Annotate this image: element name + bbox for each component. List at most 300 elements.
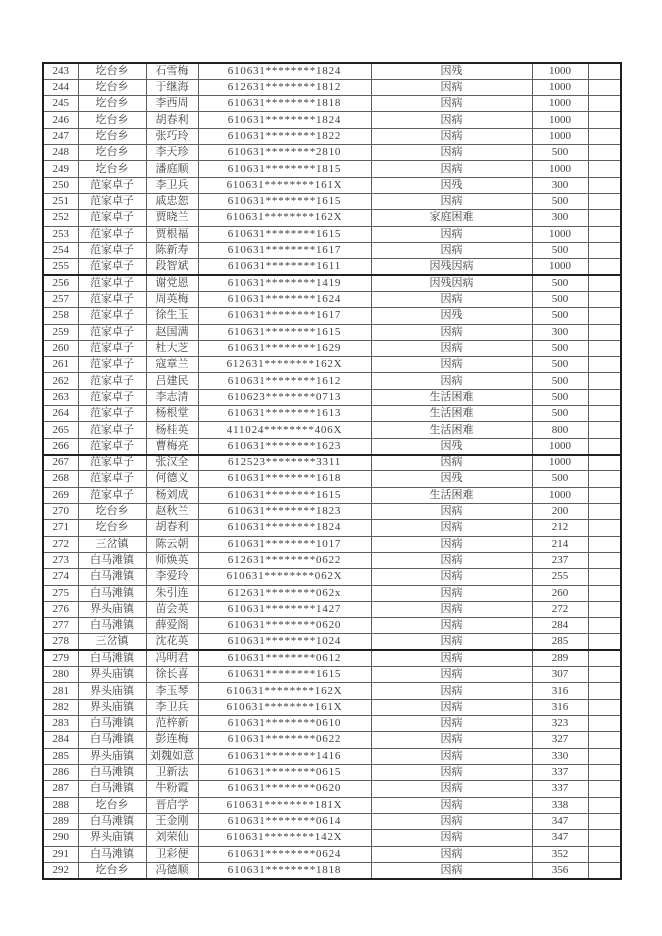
cell-id-number: 610631********1612 (198, 373, 371, 389)
cell-id-number: 610631********1824 (198, 63, 371, 79)
cell-reason: 因残 (371, 308, 532, 324)
cell-township: 白马滩镇 (78, 732, 146, 748)
cell-id-number: 610631********062X (198, 569, 371, 585)
cell-amount: 500 (532, 373, 588, 389)
cell-amount: 500 (532, 471, 588, 487)
cell-person-name: 刘魏如意 (146, 748, 198, 764)
cell-row-number: 285 (43, 748, 78, 764)
cell-person-name: 徐长喜 (146, 667, 198, 683)
cell-id-number: 610631********1615 (198, 324, 371, 340)
cell-row-number: 281 (43, 683, 78, 699)
cell-amount: 323 (532, 716, 588, 732)
cell-reason: 因病 (371, 242, 532, 258)
cell-reason: 因病 (371, 96, 532, 112)
cell-row-number: 277 (43, 618, 78, 634)
cell-township: 范家卓子 (78, 177, 146, 193)
cell-row-number: 256 (43, 275, 78, 291)
cell-id-number: 610631********161X (198, 177, 371, 193)
table-row (43, 324, 621, 340)
cell-reason: 生活困难 (371, 487, 532, 503)
table-row (43, 650, 621, 666)
cell-id-number: 610631********1629 (198, 340, 371, 356)
cell-person-name: 何德义 (146, 471, 198, 487)
cell-person-name: 李爱玲 (146, 569, 198, 585)
cell-township: 三岔镇 (78, 634, 146, 650)
cell-reason: 因病 (371, 569, 532, 585)
cell-amount: 307 (532, 667, 588, 683)
cell-amount: 338 (532, 797, 588, 813)
cell-blank (588, 813, 621, 829)
cell-id-number: 610631********0614 (198, 813, 371, 829)
cell-amount: 500 (532, 340, 588, 356)
cell-blank (588, 438, 621, 454)
cell-township: 圪台乡 (78, 128, 146, 144)
cell-amount: 800 (532, 422, 588, 438)
table-row (43, 291, 621, 307)
cell-row-number: 271 (43, 520, 78, 536)
cell-blank (588, 275, 621, 291)
cell-person-name: 牛粉霞 (146, 781, 198, 797)
cell-township: 范家卓子 (78, 194, 146, 210)
cell-row-number: 258 (43, 308, 78, 324)
cell-reason: 家庭困难 (371, 210, 532, 226)
cell-blank (588, 650, 621, 666)
cell-blank (588, 373, 621, 389)
cell-row-number: 261 (43, 357, 78, 373)
table-row (43, 487, 621, 503)
cell-township: 范家卓子 (78, 340, 146, 356)
cell-township: 范家卓子 (78, 406, 146, 422)
cell-row-number: 247 (43, 128, 78, 144)
cell-reason: 因病 (371, 455, 532, 471)
cell-row-number: 283 (43, 716, 78, 732)
cell-person-name: 潘庭顺 (146, 161, 198, 177)
cell-blank (588, 634, 621, 650)
cell-person-name: 冯明君 (146, 650, 198, 666)
cell-reason: 因病 (371, 748, 532, 764)
cell-row-number: 289 (43, 813, 78, 829)
cell-reason: 因病 (371, 373, 532, 389)
cell-amount: 212 (532, 520, 588, 536)
cell-person-name: 寇章兰 (146, 357, 198, 373)
cell-amount: 352 (532, 846, 588, 862)
cell-row-number: 255 (43, 259, 78, 275)
cell-person-name: 于继海 (146, 79, 198, 95)
cell-id-number: 610631********1615 (198, 194, 371, 210)
cell-township: 白马滩镇 (78, 552, 146, 568)
cell-person-name: 陈新寿 (146, 242, 198, 258)
cell-amount: 237 (532, 552, 588, 568)
table-row (43, 389, 621, 405)
cell-row-number: 286 (43, 764, 78, 780)
cell-row-number: 290 (43, 830, 78, 846)
cell-reason: 因病 (371, 830, 532, 846)
cell-id-number: 610631********1017 (198, 536, 371, 552)
cell-township: 范家卓子 (78, 422, 146, 438)
cell-blank (588, 161, 621, 177)
cell-id-number: 612631********062x (198, 585, 371, 601)
cell-person-name: 石雪梅 (146, 63, 198, 79)
cell-reason: 因残 (371, 63, 532, 79)
table-row (43, 438, 621, 454)
cell-person-name: 朱引连 (146, 585, 198, 601)
cell-blank (588, 128, 621, 144)
cell-reason: 因病 (371, 846, 532, 862)
cell-person-name: 曹梅亮 (146, 438, 198, 454)
cell-id-number: 610631********1615 (198, 226, 371, 242)
cell-amount: 1000 (532, 438, 588, 454)
cell-township: 白马滩镇 (78, 781, 146, 797)
table-row (43, 112, 621, 128)
cell-row-number: 253 (43, 226, 78, 242)
cell-blank (588, 291, 621, 307)
cell-amount: 316 (532, 683, 588, 699)
table-row (43, 716, 621, 732)
cell-person-name: 范梓新 (146, 716, 198, 732)
cell-row-number: 278 (43, 634, 78, 650)
cell-person-name: 王金刚 (146, 813, 198, 829)
cell-township: 圪台乡 (78, 797, 146, 813)
table-row (43, 813, 621, 829)
table-row (43, 683, 621, 699)
cell-township: 圪台乡 (78, 145, 146, 161)
cell-person-name: 李玉琴 (146, 683, 198, 699)
cell-id-number: 610631********1615 (198, 667, 371, 683)
cell-person-name: 胡春利 (146, 520, 198, 536)
cell-id-number: 612523********3311 (198, 455, 371, 471)
cell-person-name: 戚忠恕 (146, 194, 198, 210)
cell-amount: 1000 (532, 79, 588, 95)
cell-row-number: 252 (43, 210, 78, 226)
cell-reason: 因病 (371, 324, 532, 340)
table-row (43, 455, 621, 471)
cell-blank (588, 520, 621, 536)
cell-id-number: 610631********1427 (198, 601, 371, 617)
cell-township: 范家卓子 (78, 291, 146, 307)
cell-blank (588, 699, 621, 715)
cell-township: 白马滩镇 (78, 764, 146, 780)
cell-reason: 因病 (371, 862, 532, 878)
cell-reason: 因病 (371, 634, 532, 650)
cell-reason: 因病 (371, 585, 532, 601)
cell-township: 圪台乡 (78, 520, 146, 536)
cell-blank (588, 748, 621, 764)
cell-id-number: 610631********0615 (198, 764, 371, 780)
cell-person-name: 李卫兵 (146, 699, 198, 715)
cell-amount: 284 (532, 618, 588, 634)
table-row (43, 63, 621, 79)
cell-reason: 因病 (371, 340, 532, 356)
table-row (43, 177, 621, 193)
cell-township: 范家卓子 (78, 455, 146, 471)
cell-id-number: 610631********162X (198, 683, 371, 699)
cell-row-number: 244 (43, 79, 78, 95)
table-row (43, 634, 621, 650)
table-row (43, 406, 621, 422)
table-row (43, 503, 621, 519)
cell-row-number: 246 (43, 112, 78, 128)
cell-amount: 300 (532, 210, 588, 226)
cell-amount: 500 (532, 308, 588, 324)
cell-row-number: 260 (43, 340, 78, 356)
cell-id-number: 610631********0612 (198, 650, 371, 666)
cell-township: 圪台乡 (78, 79, 146, 95)
cell-blank (588, 830, 621, 846)
cell-blank (588, 389, 621, 405)
cell-id-number: 610631********1818 (198, 96, 371, 112)
cell-id-number: 610631********1624 (198, 291, 371, 307)
cell-amount: 356 (532, 862, 588, 878)
table-row (43, 226, 621, 242)
cell-blank (588, 862, 621, 878)
cell-amount: 1000 (532, 487, 588, 503)
cell-id-number: 610631********1615 (198, 487, 371, 503)
cell-id-number: 610631********0620 (198, 781, 371, 797)
cell-amount: 1000 (532, 112, 588, 128)
cell-row-number: 250 (43, 177, 78, 193)
cell-person-name: 贾根福 (146, 226, 198, 242)
cell-reason: 因病 (371, 650, 532, 666)
cell-township: 范家卓子 (78, 275, 146, 291)
cell-person-name: 冯德顺 (146, 862, 198, 878)
cell-person-name: 张巧玲 (146, 128, 198, 144)
cell-blank (588, 569, 621, 585)
cell-amount: 1000 (532, 63, 588, 79)
cell-township: 白马滩镇 (78, 585, 146, 601)
cell-id-number: 610631********1823 (198, 503, 371, 519)
cell-reason: 因残 (371, 177, 532, 193)
cell-township: 三岔镇 (78, 536, 146, 552)
cell-township: 白马滩镇 (78, 618, 146, 634)
cell-blank (588, 210, 621, 226)
cell-blank (588, 667, 621, 683)
cell-person-name: 贾晓兰 (146, 210, 198, 226)
cell-id-number: 610623********0713 (198, 389, 371, 405)
cell-amount: 272 (532, 601, 588, 617)
cell-id-number: 610631********142X (198, 830, 371, 846)
cell-reason: 因病 (371, 797, 532, 813)
cell-reason: 因病 (371, 503, 532, 519)
table-row (43, 145, 621, 161)
cell-id-number: 411024********406X (198, 422, 371, 438)
cell-row-number: 288 (43, 797, 78, 813)
cell-township: 界头庙镇 (78, 699, 146, 715)
cell-amount: 200 (532, 503, 588, 519)
cell-id-number: 610631********1416 (198, 748, 371, 764)
table-row (43, 569, 621, 585)
cell-person-name: 张汉全 (146, 455, 198, 471)
cell-person-name: 段智斌 (146, 259, 198, 275)
table-row (43, 79, 621, 95)
cell-row-number: 267 (43, 455, 78, 471)
cell-blank (588, 177, 621, 193)
cell-reason: 因病 (371, 226, 532, 242)
cell-township: 界头庙镇 (78, 601, 146, 617)
cell-township: 圪台乡 (78, 161, 146, 177)
cell-blank (588, 536, 621, 552)
cell-id-number: 612631********0622 (198, 552, 371, 568)
cell-person-name: 卫新法 (146, 764, 198, 780)
cell-amount: 337 (532, 781, 588, 797)
cell-township: 白马滩镇 (78, 650, 146, 666)
cell-row-number: 282 (43, 699, 78, 715)
cell-amount: 337 (532, 764, 588, 780)
cell-township: 范家卓子 (78, 471, 146, 487)
table-row (43, 422, 621, 438)
cell-row-number: 275 (43, 585, 78, 601)
cell-row-number: 284 (43, 732, 78, 748)
table-row (43, 781, 621, 797)
cell-person-name: 李天珍 (146, 145, 198, 161)
cell-township: 界头庙镇 (78, 748, 146, 764)
cell-person-name: 刘荣仙 (146, 830, 198, 846)
table-row (43, 862, 621, 878)
cell-blank (588, 552, 621, 568)
cell-amount: 300 (532, 177, 588, 193)
cell-id-number: 610631********162X (198, 210, 371, 226)
cell-row-number: 251 (43, 194, 78, 210)
table-row (43, 830, 621, 846)
cell-blank (588, 145, 621, 161)
cell-amount: 1000 (532, 96, 588, 112)
cell-amount: 327 (532, 732, 588, 748)
cell-id-number: 610631********1024 (198, 634, 371, 650)
cell-row-number: 265 (43, 422, 78, 438)
cell-amount: 255 (532, 569, 588, 585)
cell-id-number: 610631********1419 (198, 275, 371, 291)
cell-township: 范家卓子 (78, 438, 146, 454)
cell-row-number: 269 (43, 487, 78, 503)
cell-blank (588, 471, 621, 487)
cell-reason: 因残因病 (371, 275, 532, 291)
cell-id-number: 610631********1818 (198, 862, 371, 878)
cell-id-number: 610631********2810 (198, 145, 371, 161)
table-row (43, 340, 621, 356)
cell-amount: 500 (532, 291, 588, 307)
cell-blank (588, 96, 621, 112)
cell-township: 圪台乡 (78, 503, 146, 519)
cell-blank (588, 422, 621, 438)
cell-reason: 因病 (371, 618, 532, 634)
cell-reason: 因残 (371, 438, 532, 454)
cell-reason: 因病 (371, 813, 532, 829)
cell-id-number: 610631********1613 (198, 406, 371, 422)
cell-reason: 因病 (371, 667, 532, 683)
table-row (43, 357, 621, 373)
cell-amount: 316 (532, 699, 588, 715)
table-row (43, 618, 621, 634)
cell-blank (588, 242, 621, 258)
cell-reason: 因病 (371, 161, 532, 177)
cell-blank (588, 63, 621, 79)
cell-township: 白马滩镇 (78, 716, 146, 732)
cell-person-name: 师焕英 (146, 552, 198, 568)
cell-person-name: 杨根堂 (146, 406, 198, 422)
cell-township: 范家卓子 (78, 324, 146, 340)
cell-township: 白马滩镇 (78, 813, 146, 829)
cell-person-name: 李志清 (146, 389, 198, 405)
cell-person-name: 卫彩便 (146, 846, 198, 862)
cell-township: 范家卓子 (78, 259, 146, 275)
cell-person-name: 杨刘成 (146, 487, 198, 503)
cell-blank (588, 503, 621, 519)
table-row (43, 520, 621, 536)
cell-blank (588, 683, 621, 699)
cell-blank (588, 601, 621, 617)
table-row (43, 536, 621, 552)
cell-id-number: 610631********181X (198, 797, 371, 813)
table-row (43, 585, 621, 601)
cell-blank (588, 340, 621, 356)
cell-blank (588, 226, 621, 242)
cell-reason: 生活困难 (371, 406, 532, 422)
table-row (43, 373, 621, 389)
cell-reason: 因病 (371, 79, 532, 95)
table-row (43, 194, 621, 210)
assistance-table (42, 62, 622, 880)
cell-row-number: 249 (43, 161, 78, 177)
cell-reason: 因病 (371, 536, 532, 552)
cell-id-number: 610631********0620 (198, 618, 371, 634)
cell-id-number: 610631********1815 (198, 161, 371, 177)
cell-reason: 因病 (371, 601, 532, 617)
cell-amount: 500 (532, 145, 588, 161)
cell-amount: 500 (532, 389, 588, 405)
cell-row-number: 273 (43, 552, 78, 568)
cell-id-number: 610631********0624 (198, 846, 371, 862)
cell-reason: 因病 (371, 112, 532, 128)
cell-row-number: 276 (43, 601, 78, 617)
cell-id-number: 610631********0610 (198, 716, 371, 732)
cell-amount: 347 (532, 813, 588, 829)
cell-person-name: 杜大芝 (146, 340, 198, 356)
cell-township: 圪台乡 (78, 63, 146, 79)
table-row (43, 308, 621, 324)
cell-blank (588, 406, 621, 422)
cell-blank (588, 716, 621, 732)
cell-blank (588, 308, 621, 324)
cell-person-name: 苗会英 (146, 601, 198, 617)
cell-reason: 因病 (371, 291, 532, 307)
cell-person-name: 陈云朝 (146, 536, 198, 552)
cell-row-number: 254 (43, 242, 78, 258)
cell-id-number: 610631********1822 (198, 128, 371, 144)
cell-township: 范家卓子 (78, 308, 146, 324)
cell-blank (588, 781, 621, 797)
cell-person-name: 晋启学 (146, 797, 198, 813)
cell-amount: 347 (532, 830, 588, 846)
cell-blank (588, 732, 621, 748)
cell-amount: 1000 (532, 259, 588, 275)
cell-reason: 因病 (371, 128, 532, 144)
cell-reason: 因病 (371, 552, 532, 568)
cell-blank (588, 112, 621, 128)
table-row (43, 699, 621, 715)
cell-row-number: 291 (43, 846, 78, 862)
cell-reason: 因残 (371, 471, 532, 487)
cell-row-number: 274 (43, 569, 78, 585)
cell-row-number: 280 (43, 667, 78, 683)
cell-id-number: 610631********1824 (198, 112, 371, 128)
cell-row-number: 248 (43, 145, 78, 161)
cell-township: 界头庙镇 (78, 830, 146, 846)
table-row (43, 846, 621, 862)
cell-amount: 500 (532, 194, 588, 210)
cell-person-name: 吕建民 (146, 373, 198, 389)
cell-township: 圪台乡 (78, 862, 146, 878)
cell-person-name: 李卫兵 (146, 177, 198, 193)
table-row (43, 96, 621, 112)
